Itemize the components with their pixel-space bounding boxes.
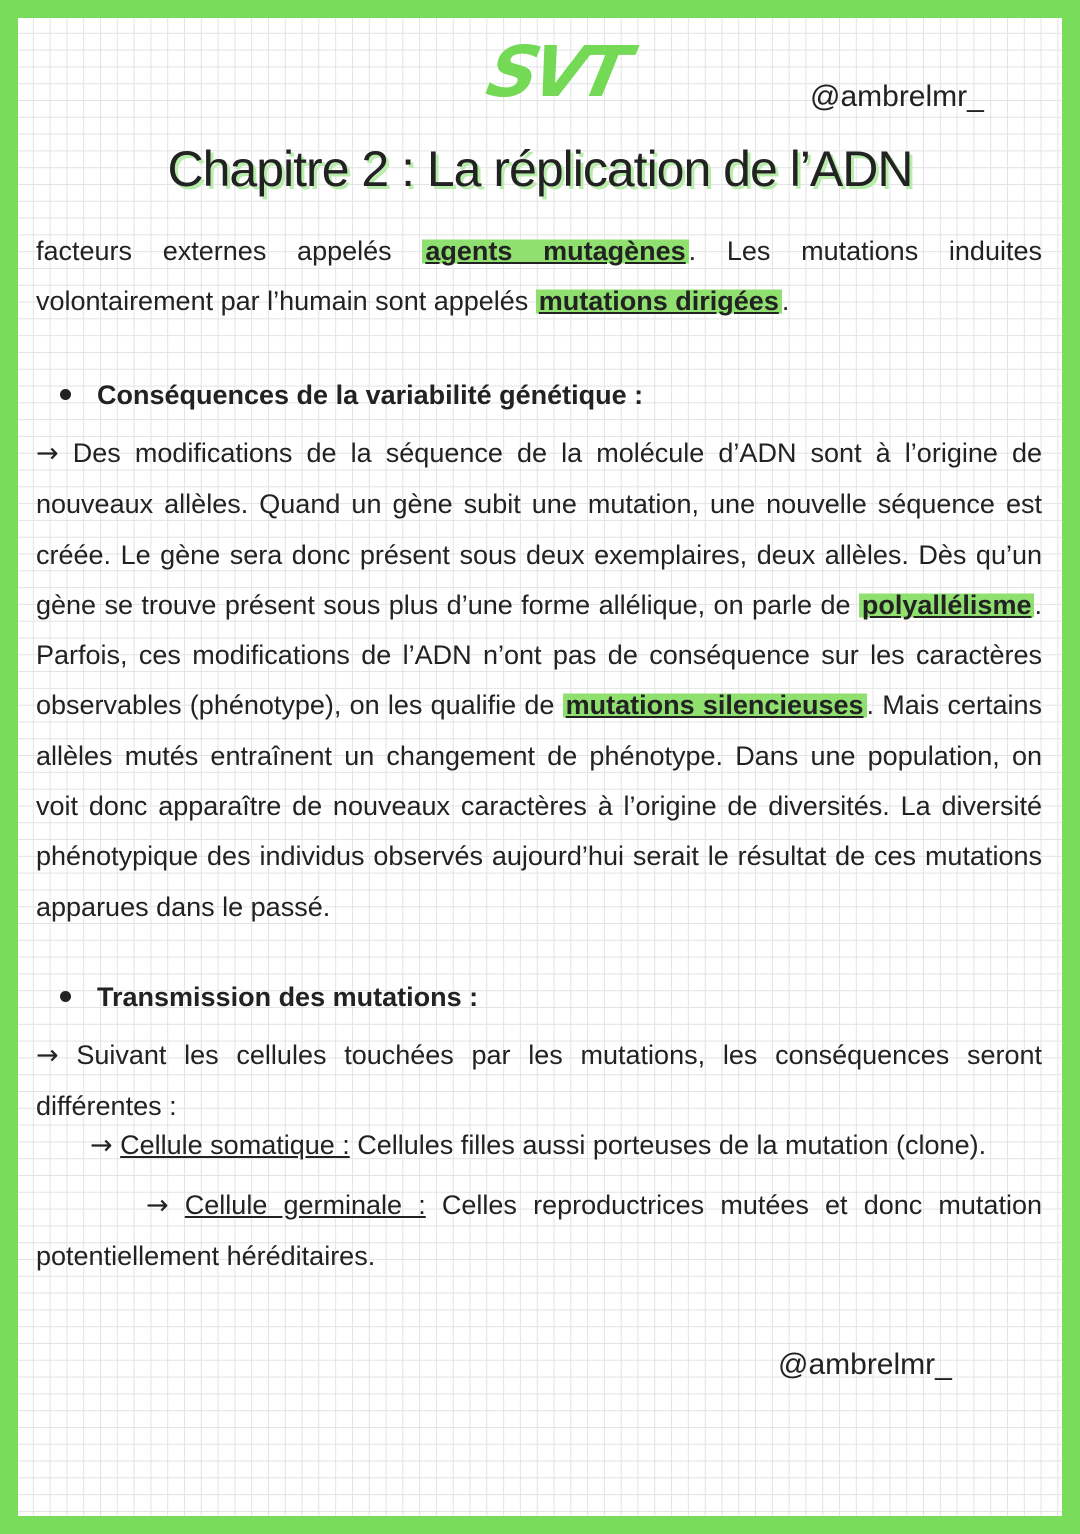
consequences-paragraph [36, 428, 1042, 932]
list-item-germinal [36, 1180, 1042, 1282]
svt-logo-text: SVT [480, 31, 632, 113]
arrow-right-icon: → [36, 1040, 59, 1071]
term-polyallelisme: polyallélisme [859, 590, 1035, 620]
section-heading-text: Transmission des mutations : [97, 982, 479, 1012]
consequences-text-1: Des modifications de la séquence de la molécule d’ADN sont à l’origine de nouveaux allèles. Quand un gène subit une mutation, une nouvelle séquence est créée. Le gène sera donc présent sous deux exemplaires, deux allèles. Dès qu’un gène se trouve présent sous plus d’une forme allélique, on parle de [36, 438, 1042, 620]
consequences-text-3: . Mais certains allèles mutés entraînent un changement de phénotype. Dans une population, on voit donc apparaître de nouveaux caractères à l’origine de diversités. La diversité phénotypique des individus observés aujourd’hui serait le résultat de ces mutations apparues dans le passé. [36, 690, 1042, 922]
transmission-paragraph [36, 1030, 1042, 1132]
author-handle-top: @ambrelmr_ [810, 80, 984, 113]
term-agents-mutagenes: agents mutagènes [422, 236, 688, 266]
arrow-right-icon: → [146, 1190, 169, 1221]
intro-text-3: . [781, 286, 790, 317]
page-title: Chapitre 2 : La réplication de l’ADN [167, 141, 913, 197]
section-heading-text: Conséquences de la variabilité génétique : [97, 380, 644, 410]
consequences-text-2: . Parfois, ces modifications de l’ADN n’ont pas de conséquence sur les caractères observables (phénotype), on les qualifie de [36, 589, 1042, 721]
bullet-icon [60, 389, 71, 400]
arrow-right-icon: → [90, 1130, 113, 1161]
transmission-intro-text: Suivant les cellules touchées par les mutations, les conséquences seront différentes : [36, 1040, 1042, 1122]
arrow-right-icon: → [36, 438, 59, 469]
intro-paragraph [36, 226, 1042, 327]
germinal-text: Celles reproductrices mutées et donc mutation potentiellement héréditaires. [36, 1190, 1042, 1272]
list-item-somatic [90, 1130, 986, 1161]
germinal-label: Cellule germinale : [184, 1190, 426, 1220]
intro-text-2: . Les mutations induites volontairement par l’humain sont appelés [36, 236, 1042, 317]
author-handle-bottom: @ambrelmr_ [778, 1348, 952, 1381]
intro-text-1: facteurs externes appelés [36, 236, 423, 266]
svt-logo [470, 22, 640, 132]
section-heading-transmission [60, 982, 478, 1013]
bullet-icon [60, 991, 71, 1002]
somatic-label: Cellule somatique : [120, 1130, 350, 1160]
term-mutations-dirigees: mutations dirigées [536, 286, 782, 316]
section-heading-consequences [60, 380, 643, 411]
term-mutations-silencieuses: mutations silencieuses [563, 690, 867, 720]
somatic-text: Cellules filles aussi porteuses de la mutation (clone). [349, 1130, 987, 1160]
